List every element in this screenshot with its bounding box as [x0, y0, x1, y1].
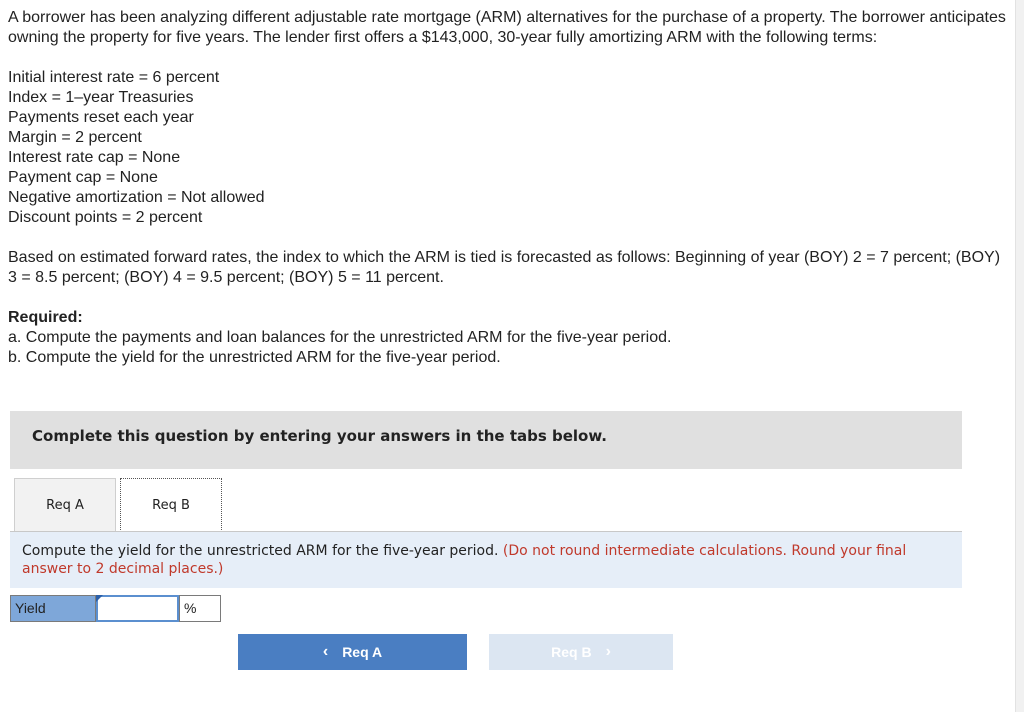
page-scrollbar[interactable] — [1015, 0, 1024, 712]
chevron-left-icon: ‹ — [322, 643, 329, 660]
tab-req-a[interactable]: Req A — [14, 478, 116, 531]
question-text — [8, 8, 1008, 368]
term-item: Margin = 2 percent — [8, 129, 142, 146]
question-intro: A borrower has been analyzing different adjustable rate mortgage (ARM) alternatives for the purchase of a property. The borrower anticipates owning the property for five years. The lender first offers a $143,000, 30-year fully amortizing ARM with the following terms: — [8, 9, 1006, 46]
required-b: b. Compute the yield for the unrestricted ARM for the five-year period. — [8, 349, 501, 366]
required-section — [8, 308, 1008, 368]
yield-input[interactable] — [96, 595, 179, 622]
instruction-banner — [10, 411, 962, 469]
tab-req-b[interactable]: Req B — [120, 478, 222, 532]
next-req-b-button[interactable] — [489, 634, 673, 670]
forward-rates-text: Based on estimated forward rates, the index to which the ARM is tied is forecasted as follows: Beginning of year (BOY) 2 = 7 percent; (BOY) 3 = 8.5 percent; (BOY) 4 = 9.5 percent; (BOY) 5 = 11 percent. — [8, 249, 1001, 286]
chevron-right-icon: › — [605, 643, 611, 660]
prompt-note: (Do not round intermediate calculations. Round your final answer to 2 decimal places.) — [22, 543, 907, 577]
term-item: Payment cap = None — [8, 169, 158, 186]
percent-unit: % — [179, 595, 221, 622]
term-item: Discount points = 2 percent — [8, 209, 203, 226]
instruction-text: Complete this question by entering your answers in the tabs below. — [32, 427, 607, 445]
term-item: Payments reset each year — [8, 109, 194, 126]
required-a: a. Compute the payments and loan balances for the unrestricted ARM for the five-year period. — [8, 329, 672, 346]
terms-list — [8, 68, 1008, 228]
required-label: Required: — [8, 309, 83, 326]
term-item: Index = 1–year Treasuries — [8, 89, 194, 106]
prev-button-label: Req A — [342, 644, 383, 660]
prompt-text: Compute the yield for the unrestricted ARM for the five-year period. — [22, 543, 499, 559]
prev-req-a-button[interactable] — [238, 634, 467, 670]
term-item: Initial interest rate = 6 percent — [8, 69, 220, 86]
term-item: Negative amortization = Not allowed — [8, 189, 265, 206]
next-button-label: Req B — [551, 644, 592, 660]
yield-label: Yield — [10, 595, 96, 622]
term-item: Interest rate cap = None — [8, 149, 181, 166]
input-marker-icon — [96, 595, 103, 602]
tab-prompt — [10, 532, 962, 588]
